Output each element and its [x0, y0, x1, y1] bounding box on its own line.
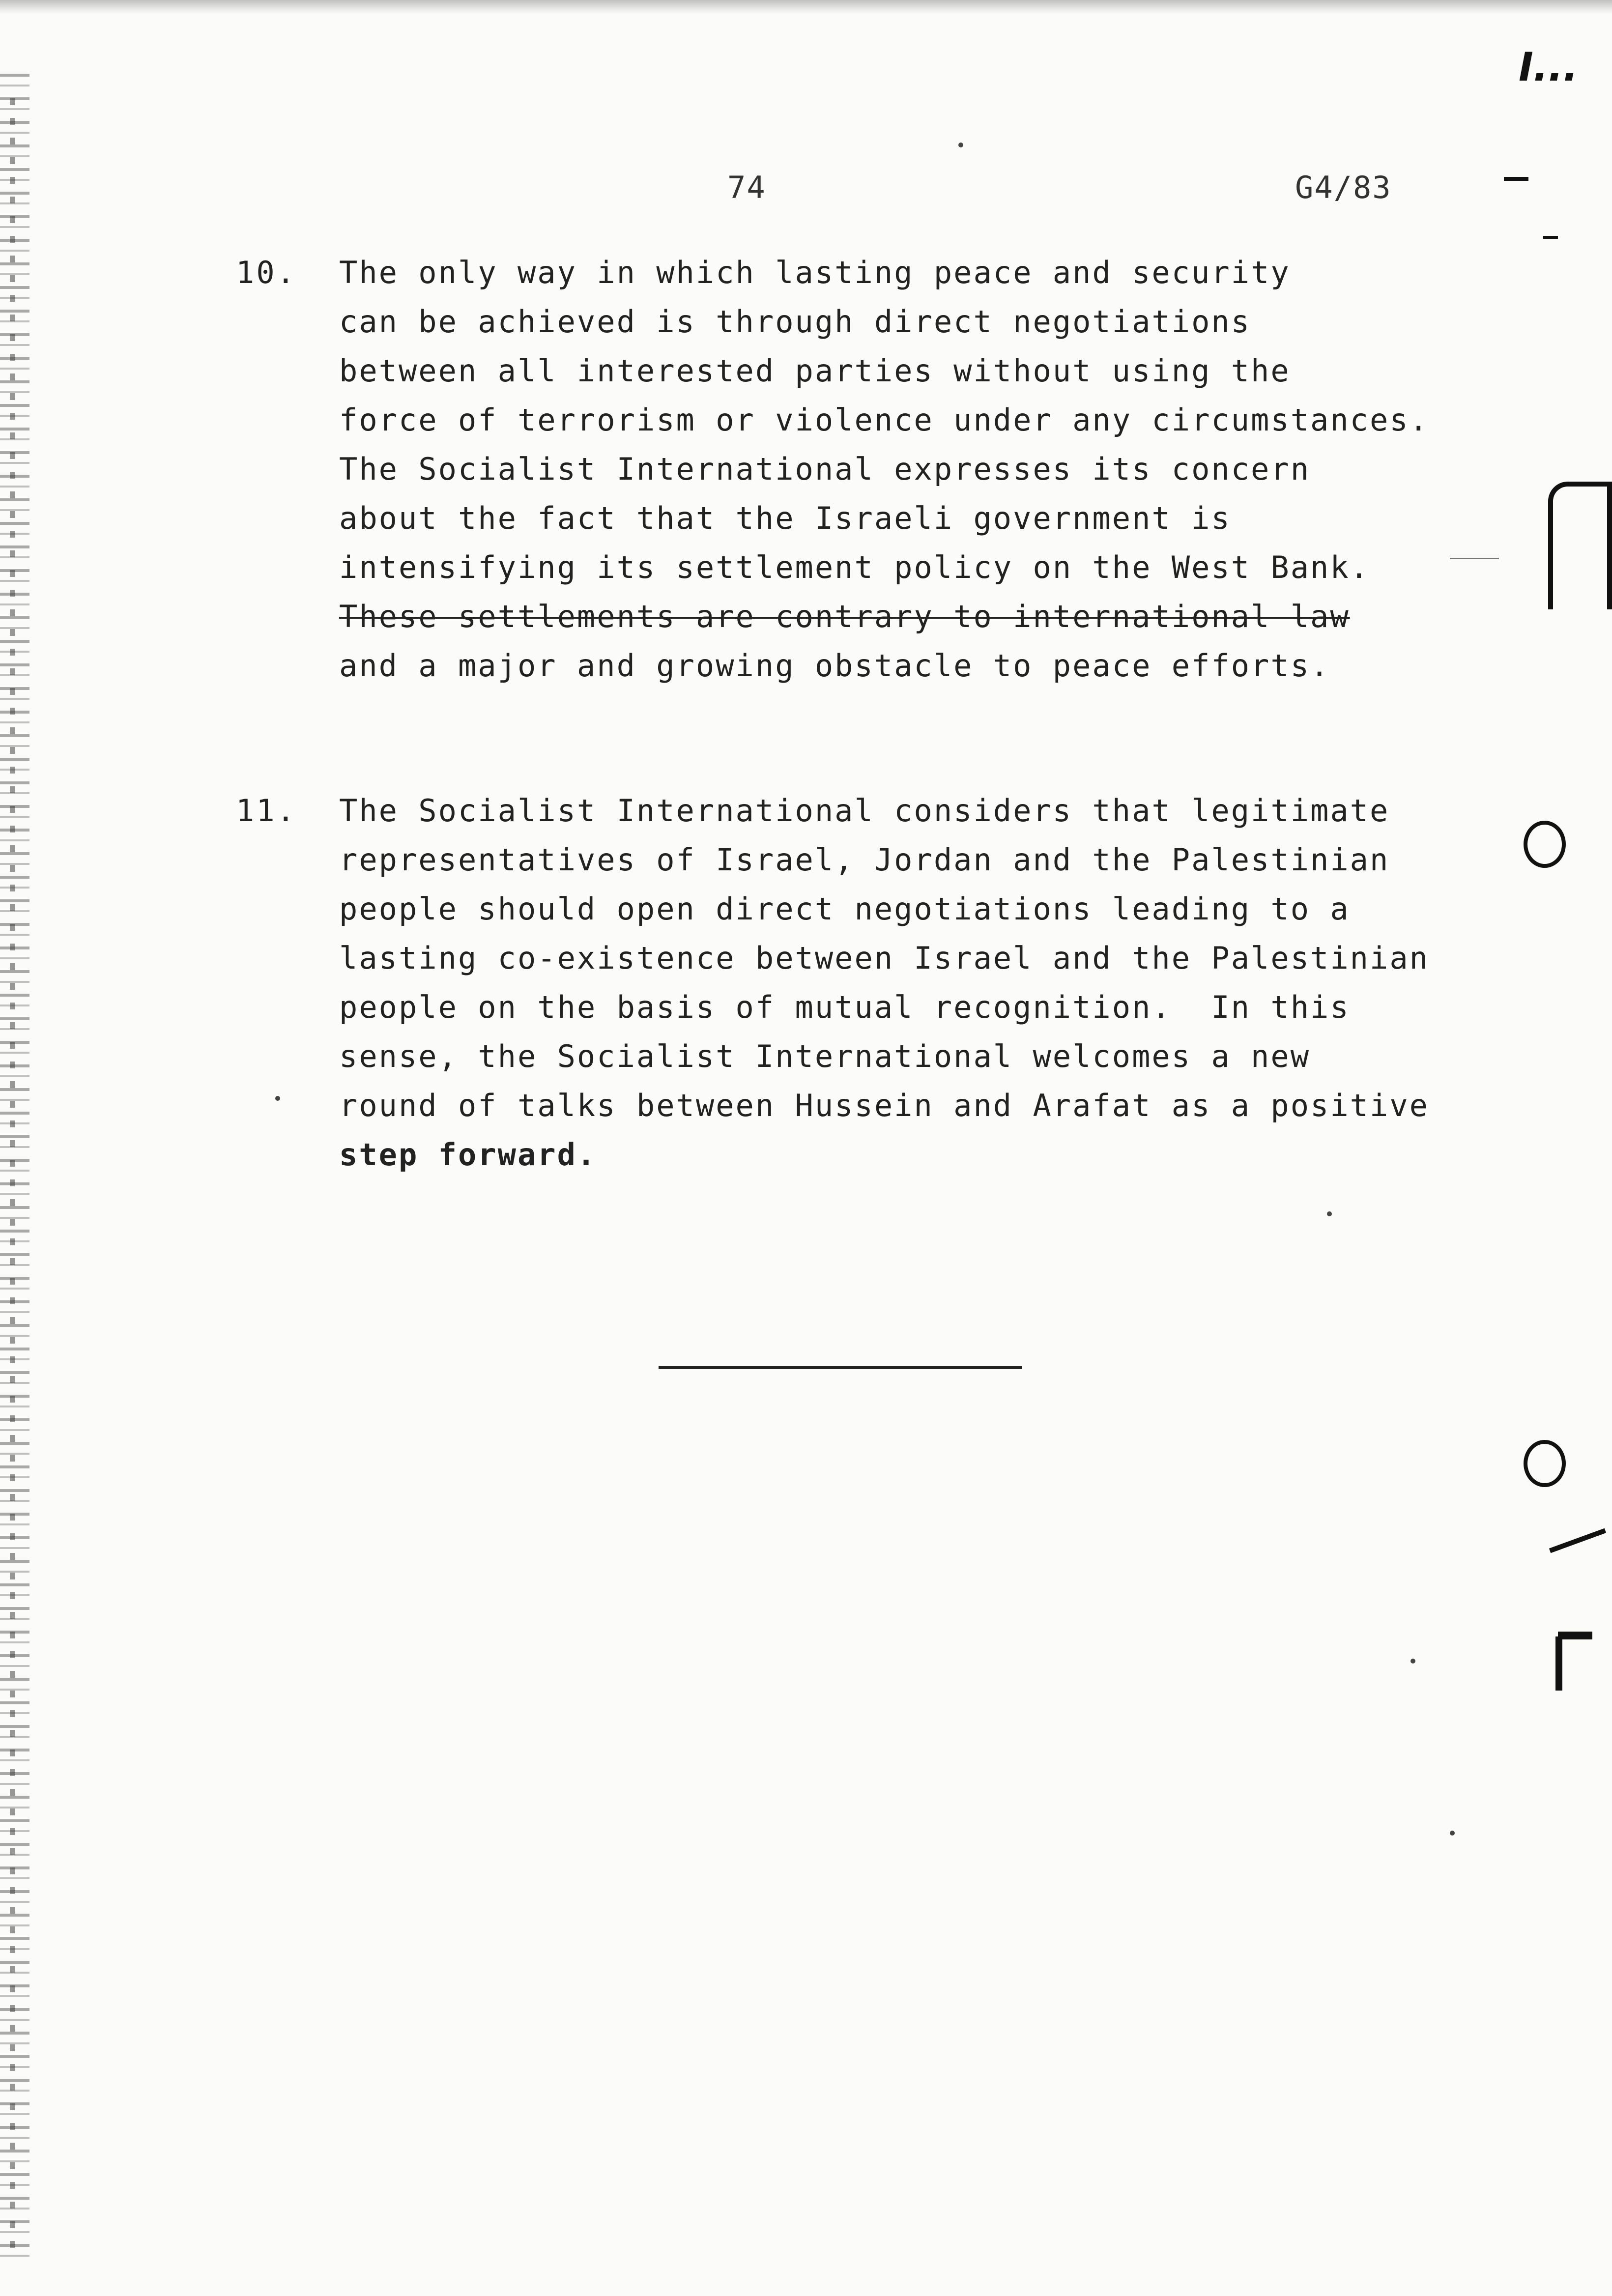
closing-rule — [659, 1366, 1022, 1369]
binder-clip-mark — [1548, 482, 1612, 609]
paragraph-line: representatives of Israel, Jordan and the Palestinian — [339, 842, 1390, 878]
margin-mark-top: I... — [1519, 44, 1578, 90]
scan-left-edge-inner — [10, 98, 15, 2251]
margin-dash — [1504, 177, 1528, 181]
scan-speck — [1450, 1831, 1455, 1836]
scan-speck — [1327, 1211, 1332, 1216]
paragraph-line: The Socialist International considers that legitimate — [339, 793, 1390, 829]
paragraph-line: lasting co-existence between Israel and the Palestinian — [339, 940, 1429, 976]
paragraph-line: The only way in which lasting peace and security — [339, 255, 1291, 290]
page-number: 74 — [727, 170, 766, 205]
paragraph-line: between all interested parties without using the — [339, 353, 1291, 389]
paragraph-11 — [236, 786, 1474, 1179]
paragraph-line: These settlements are contrary to international law — [339, 599, 1350, 634]
paragraph-line: about the fact that the Israeli government is — [339, 500, 1231, 536]
paragraph-number: 10. — [236, 255, 297, 290]
paragraph-line: force of terrorism or violence under any circumstances. — [339, 402, 1429, 438]
paragraph-line: people should open direct negotiations leading to a — [339, 891, 1350, 927]
margin-dash — [1450, 558, 1499, 559]
document-reference: G4/83 — [1295, 170, 1392, 205]
paragraph-line: The Socialist International expresses its concern — [339, 451, 1311, 487]
margin-stroke — [1558, 1632, 1592, 1639]
scan-speck — [275, 1096, 280, 1101]
paragraph-line: sense, the Socialist International welcomes a new — [339, 1038, 1311, 1074]
scan-speck — [958, 143, 963, 147]
punch-hole-mark — [1524, 821, 1566, 868]
punch-hole-mark — [1524, 1440, 1566, 1487]
scan-top-edge — [0, 0, 1612, 14]
paragraph-line: step forward. — [339, 1137, 597, 1173]
paragraph-line: intensifying its settlement policy on the West Bank. — [339, 549, 1370, 585]
paragraph-line: can be achieved is through direct negotiations — [339, 304, 1251, 340]
paragraph-line: people on the basis of mutual recognition. In this — [339, 989, 1350, 1025]
scan-speck — [1410, 1659, 1415, 1664]
margin-stroke — [1549, 1528, 1606, 1553]
paragraph-line: round of talks between Hussein and Arafat as a positive — [339, 1088, 1429, 1123]
margin-stroke — [1555, 1636, 1562, 1691]
margin-dash — [1543, 236, 1558, 239]
paragraph-10 — [236, 248, 1474, 690]
paragraph-number: 11. — [236, 793, 297, 829]
scan-left-edge — [0, 74, 29, 2261]
paragraph-line: and a major and growing obstacle to peace efforts. — [339, 648, 1330, 684]
